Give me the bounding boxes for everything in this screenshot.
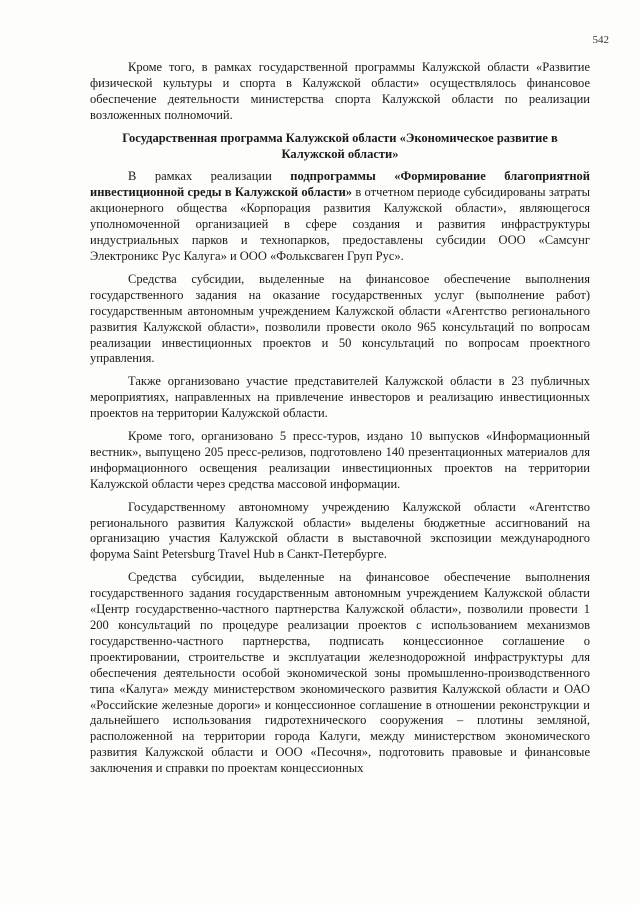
paragraph-press-tours: Кроме того, организовано 5 пресс-туров, издано 10 выпусков «Информационный вестник», выпущено 205 пресс-релизов, подготовлено 140 презентационных материалов для информационного освещения реализации инвестиционных проектов на территории Калужской области через средства массовой информации. — [90, 429, 590, 491]
paragraph-public-events: Также организовано участие представителей Калужской области в 23 публичных мероприятиях, направленных на привлечение инвесторов и реализацию инвестиционных проектов на территории Калужской области. — [90, 374, 590, 421]
paragraph-subprogram — [90, 169, 590, 264]
page-number: 542 — [592, 34, 609, 46]
paragraph-agency-consultations: Средства субсидии, выделенные на финансовое обеспечение выполнения государственного задания на оказание государственных услуг (выполнение работ) государственным автономным учреждением Калужской области «Агентство регионального развития Калужской области», позволили провести около 965 консультаций по вопросам реализации инвестиционных проектов и 50 консультаций по вопросам проектного управления. — [90, 271, 590, 366]
paragraph-subprogram-intro: В рамках реализации — [128, 169, 291, 184]
section-heading: Государственная программа Калужской области «Экономическое развитие в Калужской области» — [122, 130, 558, 161]
subprogram-title: подпрограммы «Формирование благоприятной инвестиционной среды в Калужской области» — [90, 169, 590, 200]
paragraph-subprogram-rest: в отчетном периоде субсидированы затраты акционерного общества «Корпорация развития Калужской области», являющегося уполномоченной организацией в сфере создания и развития инфраструктуры индустриальных парков и технопарков, предоставлены субсидии ООО «Самсунг Электроникс Рус Калуга» и ООО «Фольксваген Груп Рус». — [90, 185, 590, 263]
document-body — [90, 60, 590, 784]
paragraph-sport-program: Кроме того, в рамках государственной программы Калужской области «Развитие физической культуры и спорта в Калужской области» осуществлялось финансовое обеспечение деятельности министерства спорта Калужской области по реализации возложенных полномочий. — [90, 60, 590, 122]
paragraph-ppp-center: Средства субсидии, выделенные на финансовое обеспечение выполнения государственного задания государственным автономным учреждением Калужской области «Центр государственно-частного партнерства Калужской области», позволили провести 1 200 консультаций по процедуре реализации проектов с использованием механизмов государственно-частного партнерства, подписать концессионное соглашение о проектировании, строительстве и эксплуатации железнодорожной инфраструктуры для обеспечения деятельности особой экономической зоны промышленно-производственного типа «Калуга» между министерством экономического развития Калужской области и ОАО «Российские железные дороги» и концессионное соглашение в отношении реконструкции и дальнейшего использования гидротехнического сооружения – плотины земляной, расположенной на территории города Калуги, между министерством экономического развития Калужской области и ООО «Песочня», подготовить правовые и финансовые заключения и справки по проектам концессионных — [90, 570, 590, 776]
paragraph-travel-hub: Государственному автономному учреждению Калужской области «Агентство регионального развития Калужской области» выделены бюджетные ассигнований на организацию участия Калужской области в выставочной экспозиции международного форума Saint Petersburg Travel Hub в Санкт-Петербурге. — [90, 499, 590, 562]
